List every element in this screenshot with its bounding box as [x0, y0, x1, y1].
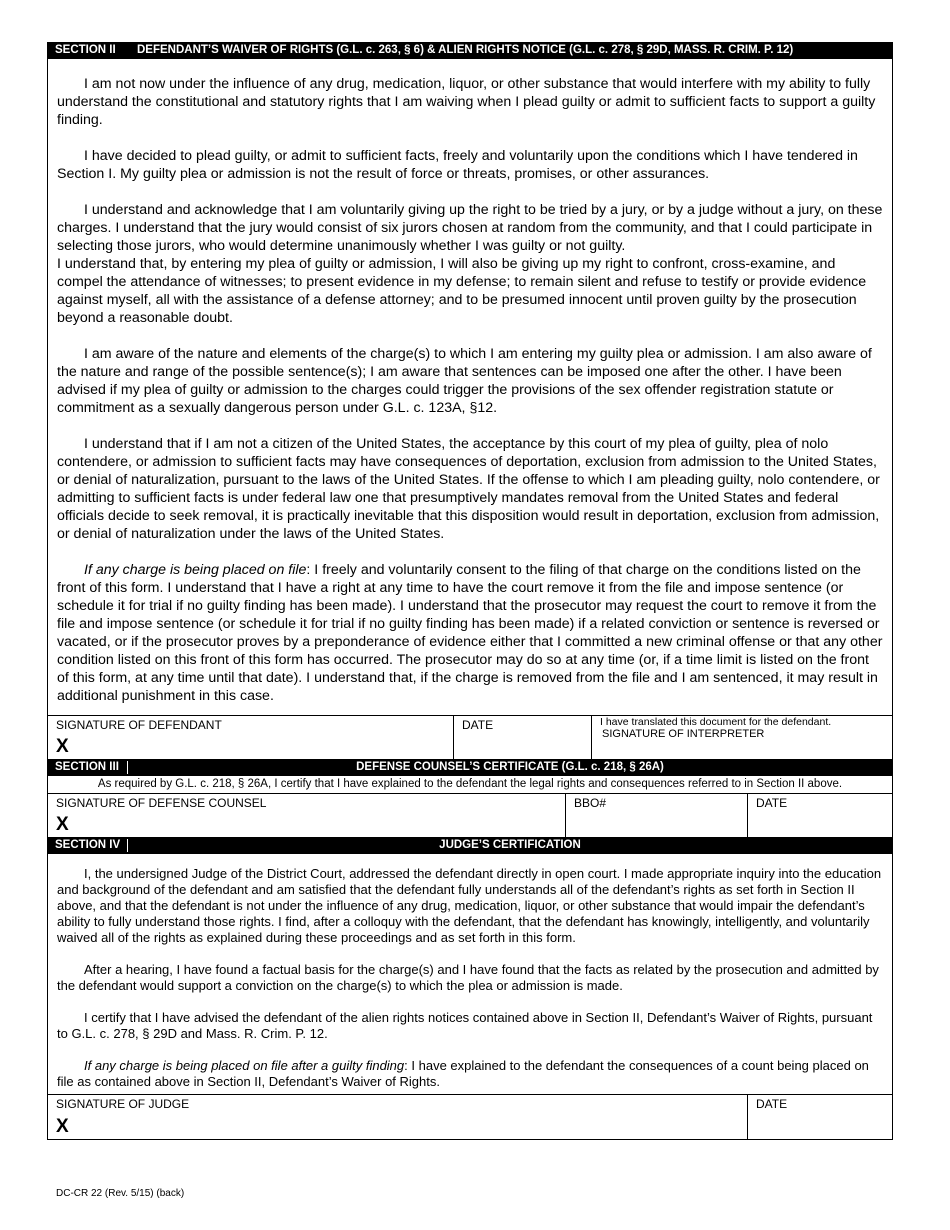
defendant-date-field[interactable] [453, 716, 591, 759]
paragraph: I understand that, by entering my plea of guilty or admission, I will also be giving up my right to confront, cross-examine, and compel the attendance of witnesses; to present evidence in my defense; to remain silent and refuse to testify or provide evidence against myself, all with the assistance of a defense attorney; and to be presumed innocent until proven guilty by the prosecution beyond a reasonable doubt. [57, 256, 867, 326]
section-3-signature-row [47, 793, 893, 837]
date-label: DATE [756, 1097, 788, 1111]
paragraph [57, 561, 883, 705]
paragraph: I am aware of the nature and elements of the charge(s) to which I am entering my guilty plea or admission. I am also aware of the nature and range of the possible sentence(s); I am aware that sentences can be imposed one after the other. I have been advised if my plea of guilty or admission to the charges could trigger the provisions of the sex offender registration statute or commitment as a sexually dangerous person under G.L. c. 123A, §12. [57, 346, 872, 416]
defendant-signature-field[interactable] [48, 716, 453, 759]
judge-date-field[interactable] [747, 1095, 892, 1139]
paragraph-italic-lead: If any charge is being placed on file [84, 562, 307, 578]
bbo-number-field[interactable] [565, 794, 747, 837]
date-label: DATE [756, 796, 788, 810]
paragraph: I, the undersigned Judge of the District Court, addressed the defendant directly in open court. I made appropriate inquiry into the education and background of the defendant and am satisfied that the defendant fully understands all of the defendant’s rights as set forth in Section II above, and that the defendant is not under the influence of any drug, medication, liquor, or other substance that would impair the defendant’s ability to fully understand those rights. I find, after a colloquy with the defendant, that the defendant has knowingly, intelligently, and voluntarily waived all of the rights as explained during these proceedings and as set forth in this form. [57, 866, 882, 945]
judge-signature-label: SIGNATURE OF JUDGE [56, 1097, 190, 1111]
section-4-signature-row [47, 1094, 893, 1140]
paragraph-rest: : I freely and voluntarily consent to the filing of that charge on the conditions listed on the front of this form. I understand that I have a right at any time to have the court remove it from the file and impose sentence (or schedule it for trial if no guilty finding has been made). I understand that the prosecutor may request the court to remove it from the file and impose sentence (or schedule it for trial if no guilty finding has been made) if a related conviction or sentence is reversed or vacated, or if the prosecutor proves by a preponderance of evidence either that I committed a new criminal offense or that any other condition listed on this front of this form has occurred. The prosecutor may do so at any time (or, if a time limit is listed on the front of this form, at any time until that date). I understand that, if the charge is removed from the file and I am sentenced, it may result in additional punishment in this case. [57, 562, 883, 704]
section-2-signature-row [47, 715, 893, 759]
counsel-signature-field[interactable] [48, 794, 565, 837]
date-label: DATE [462, 718, 494, 732]
section-4-title: JUDGE’S CERTIFICATION [439, 839, 581, 851]
counsel-date-field[interactable] [747, 794, 892, 837]
interpreter-signature-label: SIGNATURE OF INTERPRETER [602, 728, 765, 740]
paragraph: I have decided to plead guilty, or admit to sufficient facts, freely and voluntarily upon the conditions which I have tendered in Section I. My guilty plea or admission is not the result of force or threats, promises, or other assurances. [57, 148, 858, 182]
form-footer: DC-CR 22 (Rev. 5/15) (back) [56, 1188, 185, 1199]
section-2-header [47, 42, 893, 59]
section-4-body [47, 854, 893, 1094]
paragraph [57, 1058, 883, 1090]
paragraph: I certify that I have advised the defendant of the alien rights notices contained above in Section II, Defendant’s Waiver of Rights, pursuant to G.L. c. 278, § 29D and Mass. R. Crim. P. 12. [57, 1010, 873, 1041]
section-2-body [47, 59, 893, 715]
paragraph: After a hearing, I have found a factual basis for the charge(s) and I have found that the facts as related by the prosecution and admitted by the defendant would support a conviction on the charge(s) to which the plea or admission is made. [57, 962, 879, 993]
bbo-label: BBO# [574, 796, 607, 810]
counsel-certification-text: As required by G.L. c. 218, § 26A, I certify that I have explained to the defendant the legal rights and consequences referred to in Section II above. [47, 776, 893, 793]
section-4-header [47, 837, 893, 854]
paragraph: I am not now under the influence of any drug, medication, liquor, or other substance that would interfere with my ability to fully understand the constitutional and statutory rights that I am waiving when I plead guilty or admit to sufficient facts to support a guilty finding. [57, 76, 876, 128]
signature-x-mark: X [56, 736, 69, 757]
section-2-title: DEFENDANT’S WAIVER OF RIGHTS (G.L. c. 263, § 6) & ALIEN RIGHTS NOTICE (G.L. c. 278, § 29D, MASS. R. CRIM. P. 12) [137, 44, 794, 56]
section-2-label: SECTION II [55, 44, 116, 56]
waiver-form [47, 42, 893, 1140]
counsel-signature-label: SIGNATURE OF DEFENSE COUNSEL [56, 796, 267, 810]
interpreter-signature-field[interactable] [591, 716, 892, 759]
section-3-label: SECTION III [55, 761, 119, 773]
section-3-header [47, 759, 893, 776]
defendant-signature-label: SIGNATURE OF DEFENDANT [56, 718, 222, 732]
interpreter-note: I have translated this document for the defendant. [600, 716, 832, 728]
section-4-label: SECTION IV [55, 839, 121, 851]
paragraph: I understand and acknowledge that I am voluntarily giving up the right to be tried by a jury, or by a judge without a jury, on these charges. I understand that the jury would consist of six jurors chosen at random from the community, and that I could participate in selecting those jurors, who would determine unanimously whether I was guilty or not guilty. [57, 202, 883, 254]
paragraph-rest: : I have explained to the defendant the consequences of a count being placed on file as contained above in Section II, Defendant’s Waiver of Rights. [57, 1058, 869, 1089]
section-3-title: DEFENSE COUNSEL’S CERTIFICATE (G.L. c. 218, § 26A) [356, 761, 664, 773]
paragraph: I understand that if I am not a citizen of the United States, the acceptance by this court of my plea of guilty, plea of nolo contendere, or admission to sufficient facts may have consequences of deportation, exclusion from admission to the United States, or denial of naturalization, pursuant to the laws of the United States. If the offense to which I am pleading guilty, nolo contendere, or admitting to sufficient facts is under federal law one that presumptively mandates removal from the United States and federal officials decide to seek removal, it is practically inevitable that this disposition would result in deportation, exclusion from admission, or denial of naturalization under the laws of the United States. [57, 436, 880, 542]
paragraph-italic-lead: If any charge is being placed on file after a guilty finding [84, 1058, 405, 1073]
judge-signature-field[interactable] [48, 1095, 747, 1139]
signature-x-mark: X [56, 814, 69, 835]
signature-x-mark: X [56, 1116, 69, 1137]
